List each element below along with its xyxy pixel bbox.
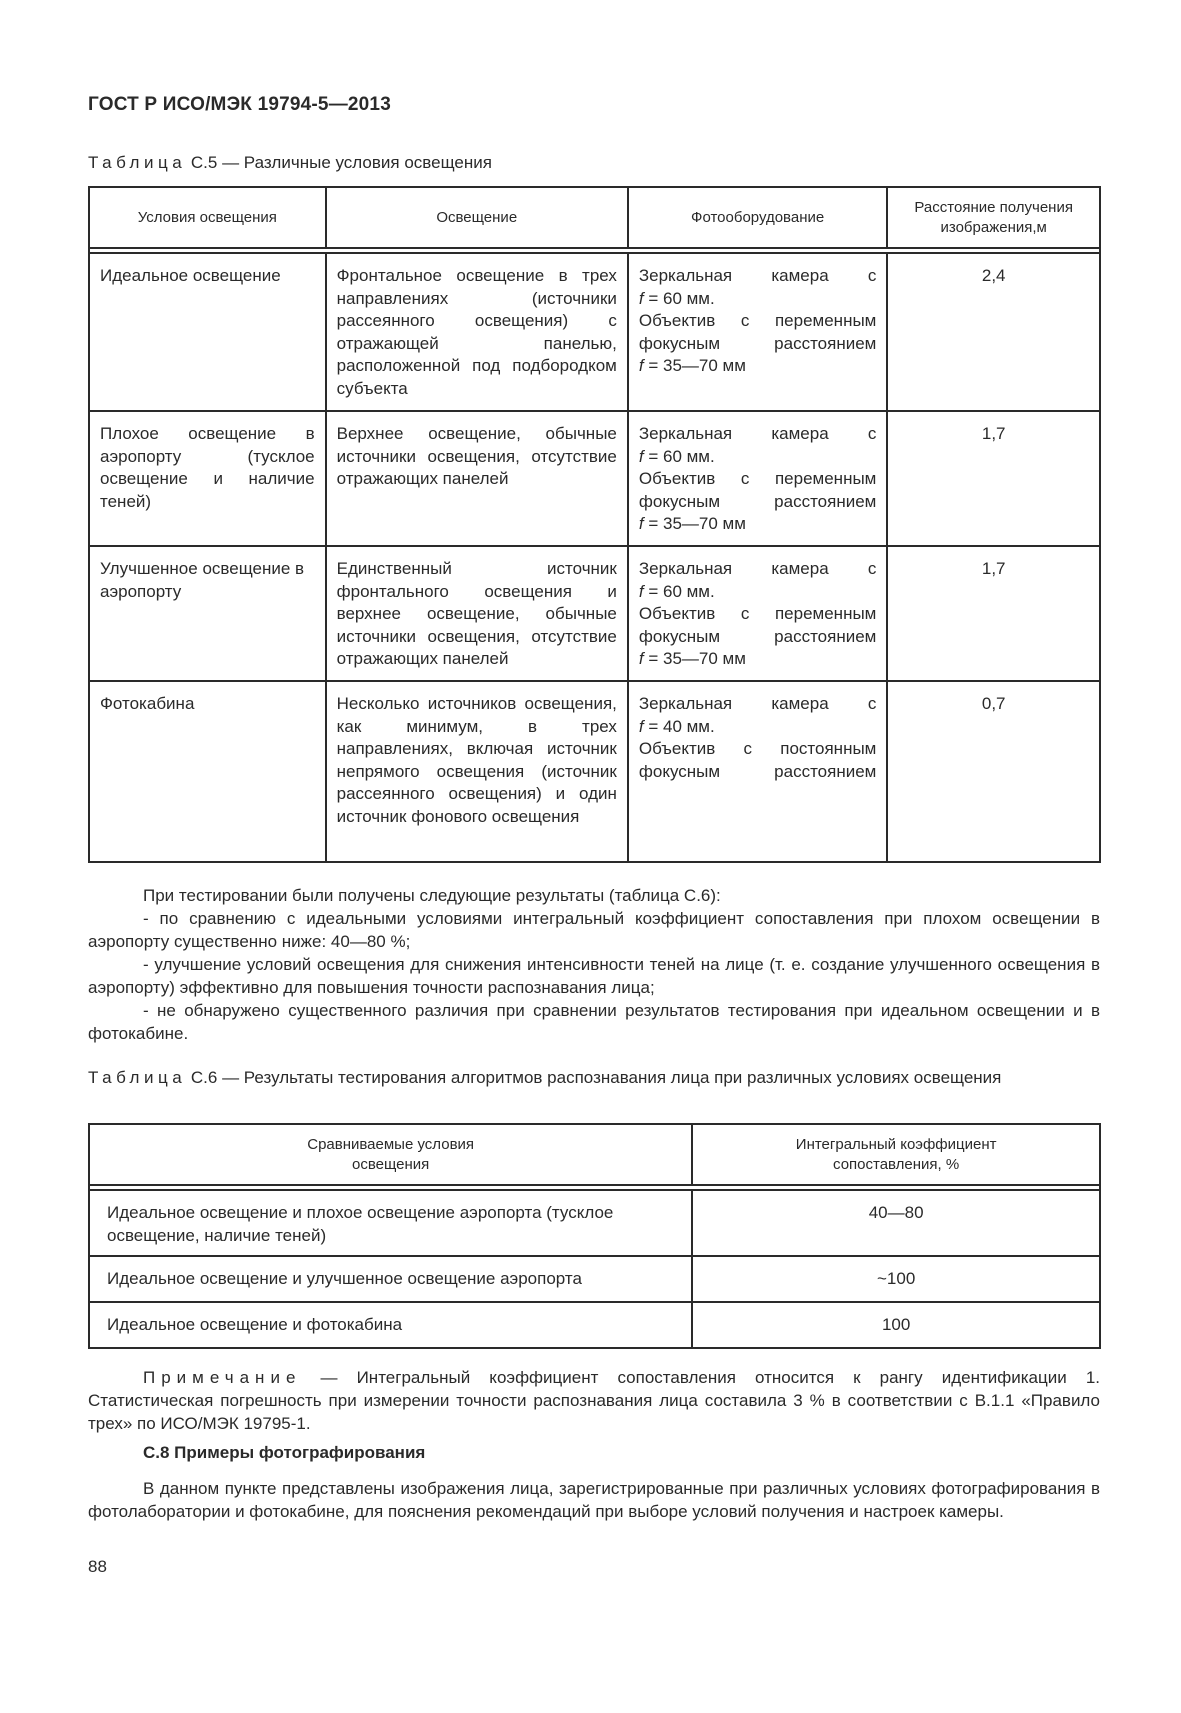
table6-caption [88,1066,1100,1089]
row-condition: Улучшенное освещение в аэропорту [89,546,326,681]
equipment-line: f = 35—70 мм [638,356,746,375]
equipment-line: Объектив с переменным [638,604,877,623]
equipment-line: Объектив с переменным [638,469,877,488]
row-distance: 0,7 [887,681,1100,862]
section-heading: С.8 Примеры фотографирования [143,1443,426,1462]
table-row [89,411,1100,546]
equipment-line: f = 35—70 мм [638,514,746,533]
equipment-line: Зеркальная камера с [638,424,877,443]
row-lighting: Фронтальное освещение в трех направлениях (источники рассеянного освещения) с отражающей панелью, расположенной под подбородком субъекта [326,253,628,411]
equipment-line: f = 60 мм. [638,581,715,601]
table-row [89,253,1100,411]
row-conditions: Идеальное освещение и улучшенное освещение аэропорта [89,1256,692,1302]
note-label: Примечание [143,1368,302,1387]
row-value: 100 [692,1302,1100,1348]
table-row [89,546,1100,681]
table-row [89,1256,1100,1302]
equipment-line: Зеркальная камера с [638,694,877,713]
row-equipment [628,411,888,546]
table5-caption-text: С.5 — Различные условия освещения [190,153,492,172]
table5-caption [88,151,1100,174]
table5-caption-label: Таблица [88,153,187,172]
table5-header-distance: Расстояние получения изображения,м [887,187,1100,248]
row-lighting: Несколько источников освещения, как минимум, в трех направлениях, включая источник непрямого освещения (источник рассеянного освещения) и один источник фонового освещения [326,681,628,862]
table6-caption-text: С.6 — Результаты тестирования алгоритмов распознавания лица при различных условиях освещения [190,1068,1002,1087]
row-equipment [628,546,888,681]
row-value: ~100 [692,1256,1100,1302]
document-id: ГОСТ Р ИСО/МЭК 19794-5—2013 [88,94,391,115]
results-paragraph [88,884,1100,1045]
table-row [89,1302,1100,1348]
page-number: 88 [88,1557,107,1576]
row-condition: Фотокабина [89,681,326,862]
row-distance: 1,7 [887,546,1100,681]
equipment-line: f = 40 мм. [638,716,715,736]
equipment-line: f = 60 мм. [638,288,715,308]
results-item: - по сравнению с идеальными условиями интегральный коэффициент сопоставления при плохом освещении в аэропорту существенно ниже: 40—80 %; [88,909,1100,951]
equipment-line: Объектив с постоянным [638,739,877,758]
table6-header-conditions: Сравниваемые условия освещения [89,1124,692,1185]
row-lighting: Единственный источник фронтального освещения и верхнее освещение, обычные источники освещения, отсутствие отражающих панелей [326,546,628,681]
row-condition: Плохое освещение в аэропорту (тусклое освещение и наличие теней) [89,411,326,546]
section-paragraph [88,1477,1100,1523]
equipment-line: фокусным расстоянием [638,491,877,511]
table5-header-lighting: Освещение [326,187,628,248]
equipment-line: f = 35—70 мм [638,649,746,668]
equipment-line: фокусным расстоянием [638,626,877,646]
equipment-line: f = 60 мм. [638,446,715,466]
row-conditions: Идеальное освещение и фотокабина [89,1302,692,1348]
note-text: — Интегральный коэффициент сопоставления относится к рангу идентификации 1. Статистическая погрешность при измерении точности распознавания лица составила 3 % в соответствии с В.1.1 «Правило трех» по ИСО/МЭК 19795-1. [88,1368,1100,1433]
row-distance: 1,7 [887,411,1100,546]
row-equipment [628,253,888,411]
row-conditions: Идеальное освещение и плохое освещение аэропорта (тусклое освещение, наличие теней) [89,1190,692,1256]
row-equipment [628,681,888,862]
row-condition: Идеальное освещение [89,253,326,411]
row-value: 40—80 [692,1190,1100,1256]
table5-header-conditions: Условия освещения [89,187,326,248]
row-lighting: Верхнее освещение, обычные источники освещения, отсутствие отражающих панелей [326,411,628,546]
section-text: В данном пункте представлены изображения лица, зарегистрированные при различных условиях фотографирования в фотолаборатории и фотокабине, для пояснения рекомендаций при выборе условий получения и настроек камеры. [88,1479,1100,1521]
lighting-conditions-table [88,186,1101,863]
row-distance: 2,4 [887,253,1100,411]
results-intro: При тестировании были получены следующие результаты (таблица С.6): [143,886,721,905]
equipment-line: фокусным расстоянием [638,761,877,781]
results-item: - улучшение условий освещения для снижения интенсивности теней на лице (т. е. создание улучшенного освещения в аэропорту) эффективно для повышения точности распознавания лица; [88,955,1100,997]
table-row [89,1190,1100,1256]
table5-header-equipment: Фотооборудование [628,187,888,248]
results-item: - не обнаружено существенного различия при сравнении результатов тестирования при идеальном освещении и в фотокабине. [88,1001,1100,1043]
equipment-line: Зеркальная камера с [638,266,877,285]
note-paragraph [88,1366,1100,1435]
recognition-results-table [88,1123,1101,1349]
table6-header-coefficient: Интегральный коэффициент сопоставления, % [692,1124,1100,1185]
equipment-line: Объектив с переменным [638,311,877,330]
equipment-line: фокусным расстоянием [638,333,877,353]
table6-caption-label: Таблица [88,1068,187,1087]
table-row [89,681,1100,862]
equipment-line: Зеркальная камера с [638,559,877,578]
